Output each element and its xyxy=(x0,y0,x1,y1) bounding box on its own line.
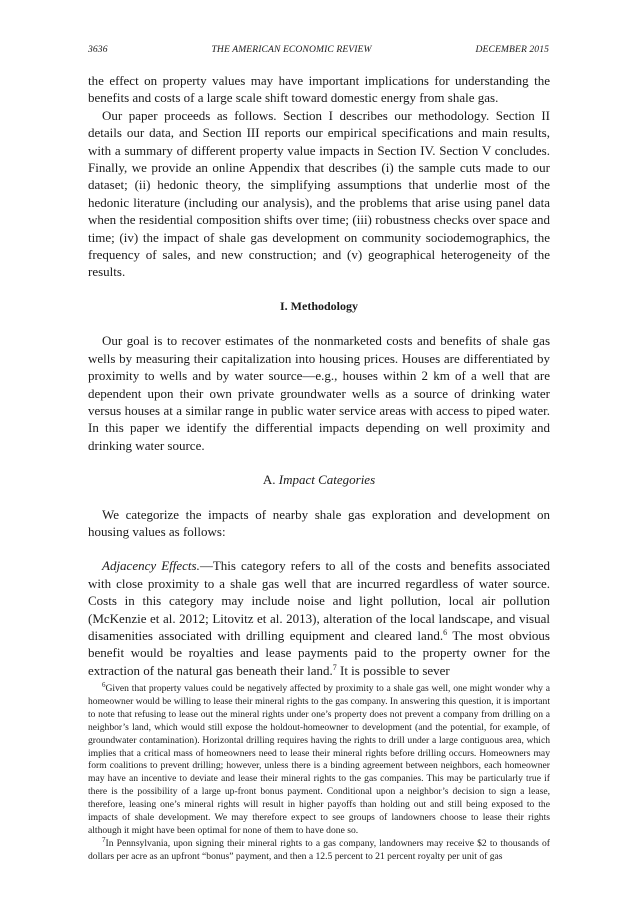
intro-paragraph-2: Our paper proceeds as follows. Section I describes our methodology. Section II details our data, and Section III reports our empirical specifications and main results, with a summary of different property value impacts in Section IV. Section V concludes. Finally, we provide an online Appendix that describes (i) the sample cuts made to our dataset; (ii) hedonic theory, the simplifying assumptions that underlie most of the hedonic literature (including our analysis), and the problems that arise using panel data when the residential composition shifts over time; (iii) robustness checks over space and time; (iv) the impact of shale gas development on community sociodemographics, the frequency of sales, and new construction; and (v) geographical heterogeneity of the results. xyxy=(88,107,550,280)
impact-intro-paragraph: We categorize the impacts of nearby shale gas exploration and development on housing values as follows: xyxy=(88,506,550,539)
footnote-6 xyxy=(88,683,550,838)
footnote-mark-7: 7 xyxy=(102,835,106,844)
footnote-7-text: In Pennsylvania, upon signing their mineral rights to a gas company, landowners may receive $2 to thousands of dollars per acre as an upfront “bonus” payment, and then a 12.5 percent to 21 percent royalty per unit of gas xyxy=(88,837,550,862)
subsection-title: Impact Categories xyxy=(278,472,376,488)
footnote-7 xyxy=(88,835,550,864)
footnotes xyxy=(88,683,550,864)
adjacency-paragraph xyxy=(88,557,550,679)
footnote-mark-6: 6 xyxy=(102,681,106,689)
adjacency-lead: Adjacency Effects. xyxy=(102,558,200,574)
issue-date: DECEMBER 2015 xyxy=(475,44,549,55)
subsection-label: A. xyxy=(262,472,279,488)
methodology-paragraph: Our goal is to recover estimates of the nonmarketed costs and benefits of shale gas wells by measuring their capitalization into housing prices. Houses are differentiated by proximity to wells and by water source—e.g., houses within 2 km of a well that are dependent upon their own private groundwater wells as a source of drinking water versus houses at a similar range in public water service areas with access to piped water. In this paper we identify the differential impacts depending on well proximity and drinking water source. xyxy=(88,333,550,453)
adjacency-text-b: The most obvious benefit would be royalties and lease payments paid to the property owner for the extraction of the natural gas beneath their land. xyxy=(88,627,550,678)
footnote-ref-6[interactable]: 6 xyxy=(443,627,448,637)
intro-paragraph-1: the effect on property values may have important implications for understanding the benefits and costs of a large scale shift toward domestic energy from shale gas. xyxy=(88,73,550,106)
adjacency-text-a: —This category refers to all of the costs and benefits associated with close proximity to a shale gas well that are incurred regardless of water source. Costs in this category may include noise and light pollution, local air pollution (McKenzie et al. 2012; Litovitz et al. 2013), alteration of the local landscape, and visual disamenities associated with drilling equipment and cleared land. xyxy=(88,558,551,643)
footnote-6-text: Given that property values could be negatively affected by proximity to a shale gas well, one might wonder why a homeowner would be willing to lease their mineral rights to the gas company. In answering this question, it is important to note that refusing to lease out the mineral rights under one’s property does not prevent a company from drilling on a neighbor’s land, which would still expose the holdout-homeowner to development (and the potential, for example, of groundwater contamination). Horizontal drilling requires having the rights to drill under a large contiguous area, which implies that a critical mass of homeowners need to lease their mineral rights before drilling occurs. Homeowners may form coalitions to prevent drilling; however, unless there is a binding agreement between neighbors, each homeowner may have an incentive to deviate and lease their mineral rights to the gas companies. This may be particularly true if there is the possibility of a large up-front bonus payment. Conditional upon a neighbor’s decision to sign a lease, therefore, leasing one’s mineral rights will result in higher payoffs than holding out and still being exposed to the impacts of shale development. We may therefore expect to see groups of landowners choose to lease their rights although it might have been optimal for none of them to have done so. xyxy=(88,683,550,836)
page-number: 3636 xyxy=(88,44,108,55)
journal-name: THE AMERICAN ECONOMIC REVIEW xyxy=(211,44,372,55)
running-header xyxy=(88,44,549,58)
section-heading: I. Methodology xyxy=(280,298,358,313)
subsection-heading xyxy=(88,471,550,488)
adjacency-text-c: It is possible to sever xyxy=(336,662,450,678)
main-text xyxy=(88,72,550,679)
footnote-ref-7[interactable]: 7 xyxy=(332,662,337,672)
